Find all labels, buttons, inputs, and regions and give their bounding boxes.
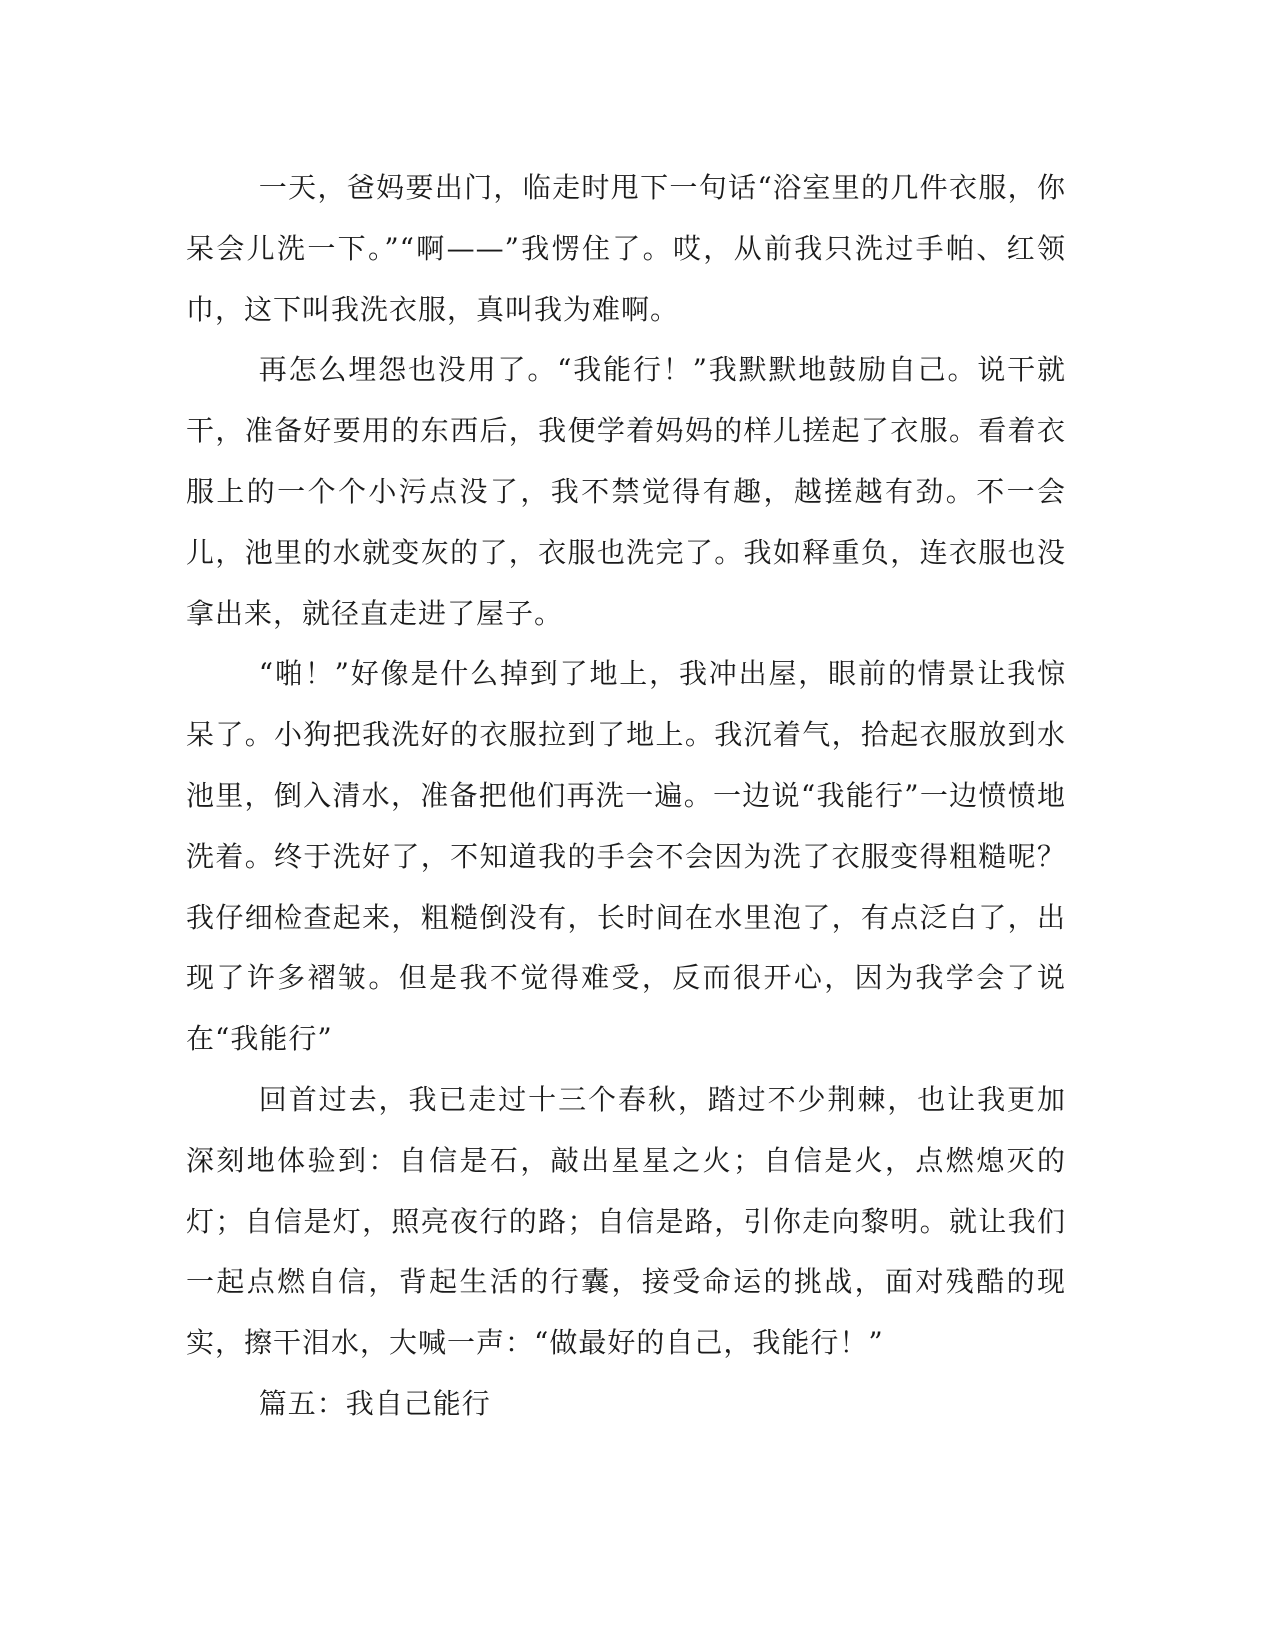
section-heading: 篇五：我自己能行 <box>258 1386 491 1420</box>
document-body <box>186 158 1066 1435</box>
paragraph-3: “啪！”好像是什么掉到了地上，我冲出屋，眼前的情景让我惊呆了。小狗把我洗好的衣服拉到了地上。我沉着气，拾起衣服放到水池里，倒入清水，准备把他们再洗一遍。一边说“我能行”一边愤愤地洗着。终于洗好了，不知道我的手会不会因为洗了衣服变得粗糙呢？我仔细检查起来，粗糙倒没有，长时间在水里泡了，有点泛白了，出现了许多褶皱。但是我不觉得难受，反而很开心，因为我学会了说在“我能行” <box>186 657 1066 1056</box>
paragraph-2: 再怎么埋怨也没用了。“我能行！”我默默地鼓励自己。说干就干，准备好要用的东西后，我便学着妈妈的样儿搓起了衣服。看着衣服上的一个个小污点没了，我不禁觉得有趣，越搓越有劲。不一会儿，池里的水就变灰的了，衣服也洗完了。我如释重负，连衣服也没拿出来，就径直走进了屋子。 <box>186 353 1066 630</box>
paragraph-1: 一天，爸妈要出门，临走时甩下一句话“浴室里的几件衣服，你呆会儿洗一下。”“啊——”我愣住了。哎，从前我只洗过手帕、红领巾，这下叫我洗衣服，真叫我为难啊。 <box>186 171 1066 326</box>
paragraph-4: 回首过去，我已走过十三个春秋，踏过不少荆棘，也让我更加深刻地体验到：自信是石，敲出星星之火；自信是火，点燃熄灭的灯；自信是灯，照亮夜行的路；自信是路，引你走向黎明。就让我们一起点燃自信，背起生活的行囊，接受命运的挑战，面对残酷的现实，擦干泪水，大喊一声：“做最好的自己，我能行！” <box>186 1082 1066 1360</box>
